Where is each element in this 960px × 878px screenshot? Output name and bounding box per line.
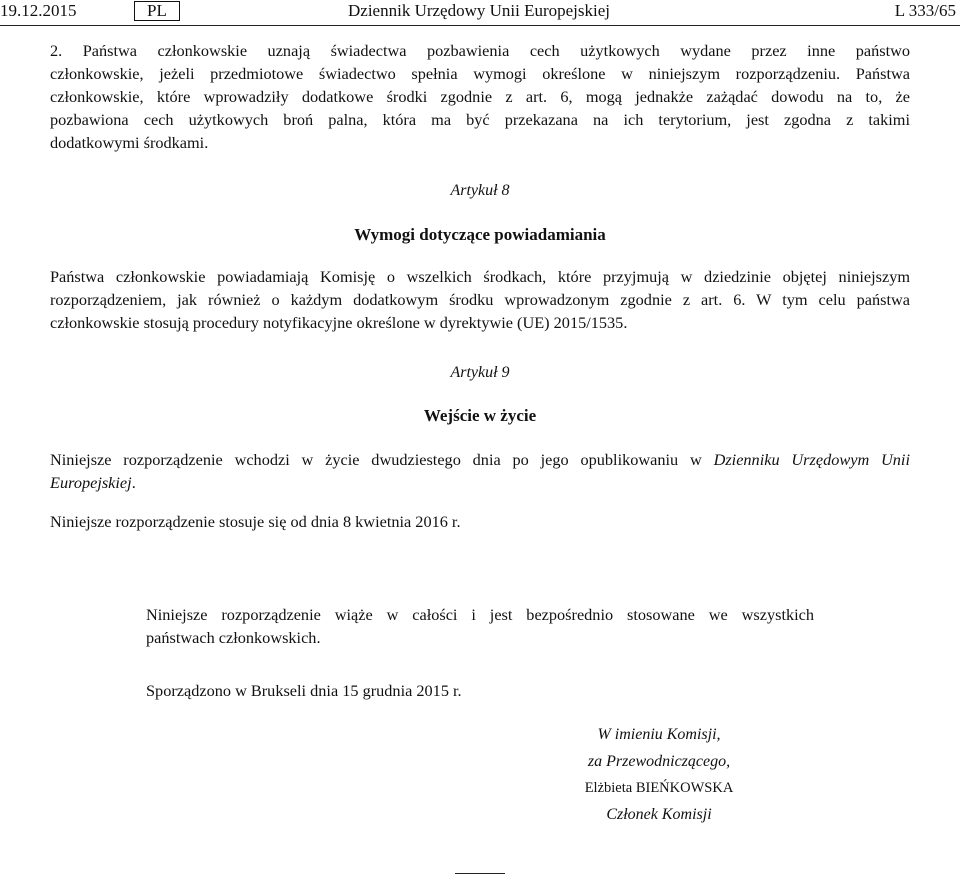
header-rule xyxy=(0,25,960,26)
article-9-title: Wejście w życie xyxy=(423,406,537,425)
footer-rule xyxy=(455,873,505,874)
paragraph-line: Niniejsze rozporządzenie wiąże w całości i jest bezpośrednio stosowane we wszystkich xyxy=(146,605,814,624)
paragraph-line: dodatkowymi środkami. xyxy=(50,133,209,152)
closing-statement xyxy=(146,603,814,649)
paragraph-2 xyxy=(50,39,910,154)
signature-line-2: za Przewodniczącego, xyxy=(587,753,731,770)
article-9-number: Artykuł 9 xyxy=(450,364,510,381)
paragraph-line: 2. Państwa członkowskie uznają świadectwa pozbawienia cech użytkowych wydane przez inne państwo xyxy=(50,41,910,60)
paragraph-line: pozbawiona cech użytkowych broń palna, która ma być przekazana na ich terytorium, jest zgodna z takimi xyxy=(50,110,910,129)
journal-name: Dzienniku Urzędowym Unii xyxy=(713,450,910,469)
paragraph-line: Niniejsze rozporządzenie stosuje się od dnia 8 kwietnia 2016 r. xyxy=(50,512,461,531)
article-8-number: Artykuł 8 xyxy=(450,182,510,199)
done-at: Sporządzono w Brukseli dnia 15 grudnia 2015 r. xyxy=(146,681,462,700)
paragraph-line: rozporządzeniem, jak również o każdym dodatkowym środku wprowadzonym zgodnie z art. 6. W tym celu państwa xyxy=(50,290,910,309)
paragraph-line: członkowskie, które wprowadziły dodatkowe środki zgodnie z art. 6, mogą jednakże zażądać dowodu na to, że xyxy=(50,87,910,106)
publication-date: 19.12.2015 xyxy=(0,1,77,20)
paragraph-line: członkowskie, jeżeli przedmiotowe świadectwo spełnia wymogi określone w niniejszym rozporządzeniu. Państwa xyxy=(50,64,910,83)
article-8-title: Wymogi dotyczące powiadamiania xyxy=(354,225,606,244)
article-8-text xyxy=(50,265,910,334)
paragraph-line: członkowskie stosują procedury notyfikacyjne określone w dyrektywie (UE) 2015/1535. xyxy=(50,313,628,332)
language-code: PL xyxy=(134,1,180,21)
page-header xyxy=(0,1,960,25)
signatory-role: Członek Komisji xyxy=(606,806,712,823)
journal-reference: L 333/65 xyxy=(894,1,956,20)
paragraph-line xyxy=(50,448,910,471)
entry-into-force-text: Niniejsze rozporządzenie wchodzi w życie dwudziestego dnia po jego opublikowaniu w xyxy=(50,450,702,469)
sentence-end: . xyxy=(131,473,136,492)
article-9-paragraph-1 xyxy=(50,448,910,494)
paragraph-line: Państwa członkowskie powiadamiają Komisję o wszelkich środkach, które przyjmują w dziedzinie objętej niniejszym xyxy=(50,267,910,286)
language-badge xyxy=(134,1,180,21)
signatory-name: Elżbieta BIEŃKOWSKA xyxy=(584,780,734,796)
journal-name-cont: Europejskiej xyxy=(50,473,132,492)
article-9-paragraph-2 xyxy=(50,510,910,533)
signature-line-1: W imieniu Komisji, xyxy=(597,726,721,743)
paragraph-line: państwach członkowskich. xyxy=(146,628,321,647)
journal-title: Dziennik Urzędowy Unii Europejskiej xyxy=(348,1,611,20)
paragraph-line xyxy=(50,471,910,494)
